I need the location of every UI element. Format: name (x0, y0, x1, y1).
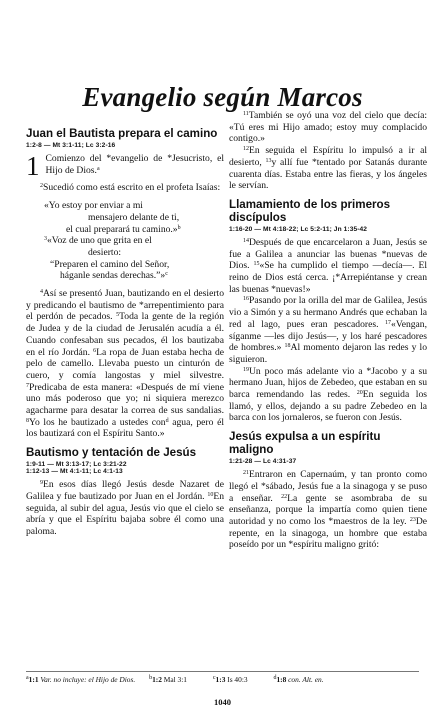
verse-paragraph: $^{19}$Un poco más adelante vio a *Jacobo y a su hermano Juan, hijos de Zebedeo, que estaban en su barca remendando las redes. $^{20}$En seguida los llamó, y ellos, dejando a su padre Zebedeo en la barca con los jornaleros, se fueron con Jesús. (229, 365, 427, 424)
page-number: 1040 (214, 697, 231, 707)
cross-reference: 1:12-13 — Mt 4:1-11; Lc 4:1-13 (26, 468, 123, 476)
book-title: Evangelio según Marcos (82, 82, 363, 112)
section-heading-juan: Juan el Bautista prepara el camino (26, 127, 218, 140)
prophecy-quote: «Yo estoy por enviar a mi mensajero delante de ti, el cual preparará tu camino.»$^b$ $^3$«Voz de uno que grita en el desierto: “Preparen el camino del Señor, háganle sendas derechas.”»$^c$ (44, 200, 181, 282)
cross-reference: 1:21-28 — Lc 4:31-37 (229, 458, 297, 466)
footnote-marker: d (165, 417, 169, 424)
verse-paragraph: $^{12}$En seguida el Espíritu lo impulsó a ir al desierto, $^{13}$y allí fue *tentado por Satanás durante cuarenta días. Estaba entre las fieras, y los ángeles le servían. (229, 145, 428, 192)
chapter-number: 1 (26, 151, 40, 181)
section-heading-bautismo: Bautismo y tentación de Jesús (26, 446, 197, 460)
cross-reference: 1:16-20 — Mt 4:18-22; Lc 5:2-11; Jn 1:35-42 (229, 225, 368, 233)
footnote-marker: a (96, 165, 100, 172)
footnote: $^b$1:2 Mal 3:1 (149, 675, 187, 684)
verse-paragraph: $^4$Así se presentó Juan, bautizando en el desierto y predicando el bautismo de *arrepentimiento para el perdón de pecados. $^5$Toda la gente de la región de Judea y de la ciudad de Jerusalén acudía a él. Cuando confesaban sus pecados, él los bautizaba en el río Jordán. $^6$La ropa de Juan estaba hecha de pelo de camello. Llevaba puesto un cinturón de cuero, y comía langostas y miel silvestre. $^7$Predicaba de esta manera: «Después de mí viene uno más poderoso que yo; ni siquiera merezco agacharme para desatar la correa de sus sandalias. $^8$Yo los he bautizado a ustedes con$^d$ agua, pero él los bautizará con el Espíritu Santo.» (26, 288, 224, 440)
cross-reference: 1:2-8 — Mt 3:1-11; Lc 3:2-16 (26, 142, 116, 149)
footnote: $^a$1:1 Var. no incluye: el Hijo de Dios. (26, 675, 136, 684)
footnote: $^c$1:3 Is 40:3 (212, 675, 248, 684)
verse-paragraph: $^{21}$Entraron en Capernaúm, y tan pronto como llegó el *sábado, Jesús fue a la sinagoga y se puso a enseñar. $^{22}$La gente se asombraba de su enseñanza, porque la impartía como quien tiene autoridad y no como los *maestros de la ley. $^{23}$De repente, en la sinagoga, un hombre que estaba poseído por un *espíritu maligno gritó: (229, 469, 427, 551)
footnotes (26, 675, 426, 684)
section-heading-llamamiento: Llamamiento de los primeros discípulos (229, 197, 391, 224)
verse-paragraph: $^{11}$También se oyó una voz del cielo que decía: «Tú eres mi Hijo amado; estoy muy complacido contigo.» (229, 110, 427, 145)
verse-number: 3 (44, 236, 47, 243)
cross-reference: 1:9-11 — Mt 3:13-17; Lc 3:21-22 (26, 461, 127, 469)
right-column (229, 110, 427, 551)
verse-paragraph: $^{14}$Después de que encarcelaron a Juan, Jesús se fue a Galilea a anunciar las buenas *nuevas de Dios. $^{15}$«Se ha cumplido el tiempo —decía—. El reino de Dios está cerca. ¡*Arrepiéntanse y crean las buenas *nuevas!» (229, 236, 428, 295)
section-heading-espiritu: Jesús expulsa a un espíritu maligno (229, 430, 381, 457)
verse-paragraph: $^{16}$Pasando por la orilla del mar de Galilea, Jesús vio a Simón y a su hermano Andrés que echaban la red al lago, pues eran pescadores. $^{17}$«Vengan, síganme —les dijo Jesús—, y los haré pescadores de hombres.» $^{18}$Al momento dejaron las redes y lo siguieron. (229, 295, 427, 365)
left-column (26, 127, 224, 538)
verse-paragraph: $^2$Sucedió como está escrito en el profeta Isaías: (40, 182, 221, 194)
footnote-divider (26, 671, 419, 672)
footnote-marker: c (165, 271, 168, 278)
verse-number: 2 (40, 183, 43, 190)
footnote-marker: b (177, 224, 181, 231)
verse-paragraph: $^9$En esos días llegó Jesús desde Nazaret de Galilea y fue bautizado por Juan en el Jordán. $^{10}$En seguida, al subir del agua, Jesús vio que el cielo se abría y que el Espíritu bajaba sobre él como una paloma. (26, 479, 224, 537)
footnote: $^d$1:8 con. Alt. en. (273, 675, 324, 684)
verse-paragraph: 1 Comienzo del *evangelio de *Jesucristo, el Hijo de Dios.$^a$ (26, 151, 224, 181)
